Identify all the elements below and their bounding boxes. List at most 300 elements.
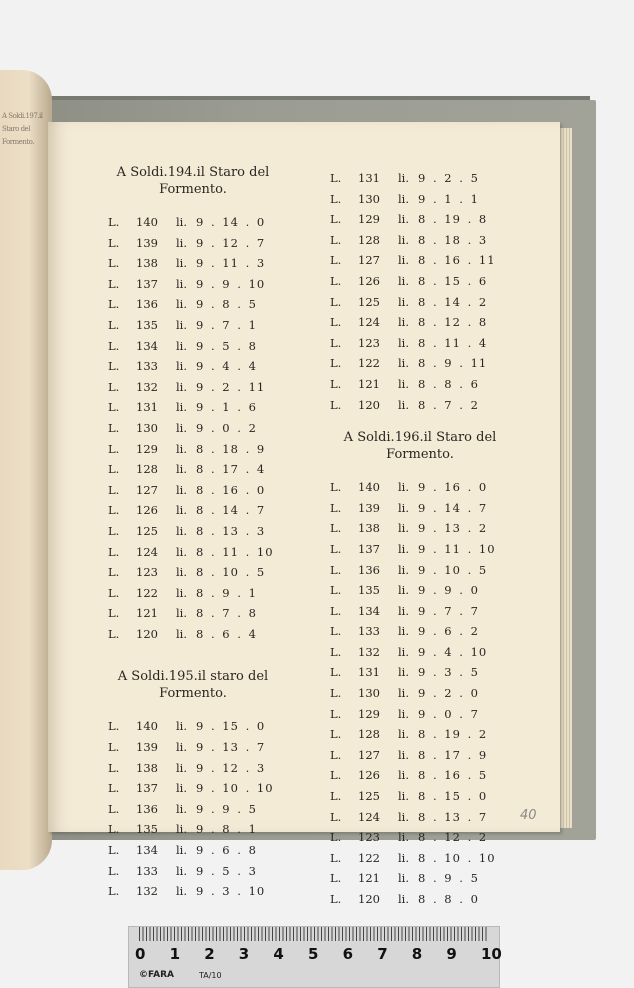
left-page-curl	[0, 70, 52, 870]
price-value: 9 . 6 . 2	[418, 624, 479, 639]
weight-number: 125	[136, 523, 158, 538]
weight-number: 126	[358, 768, 380, 783]
weight-number: 129	[136, 441, 158, 456]
price-value: 8 . 17 . 4	[196, 462, 266, 477]
price-value: 9 . 14 . 0	[196, 215, 266, 229]
libra-mark: L.	[108, 462, 120, 477]
lire-mark: li.	[398, 273, 410, 288]
libra-mark: L.	[330, 830, 342, 845]
lire-mark: li.	[176, 482, 188, 497]
table-row	[330, 889, 510, 910]
libra-mark: L.	[330, 747, 342, 762]
price-value: 9 . 15 . 0	[196, 719, 266, 734]
price-value: 9 . 1 . 6	[196, 400, 257, 415]
left-page-heading: A Soldi.197.il Staro del Formento.	[2, 112, 43, 146]
weight-number: 137	[136, 781, 158, 796]
price-value: 9 . 9 . 0	[418, 583, 479, 598]
weight-number: 139	[358, 500, 380, 515]
table-row	[330, 704, 510, 725]
table-row	[108, 881, 278, 902]
right-column	[330, 168, 510, 910]
lire-mark: li.	[176, 317, 188, 332]
lire-mark: li.	[176, 297, 188, 312]
ruler-brand: ©FARA	[139, 970, 174, 980]
table-row	[330, 745, 510, 766]
table-row	[108, 840, 278, 861]
libra-mark: L.	[330, 768, 342, 783]
price-value: 9 . 16 . 0	[418, 480, 488, 495]
table-row	[330, 724, 510, 745]
price-value: 9 . 9 . 10	[196, 276, 266, 291]
lire-mark: li.	[176, 523, 188, 538]
table-row	[108, 542, 278, 563]
price-value: 8 . 13 . 7	[418, 809, 488, 824]
ruler-number: 2	[204, 945, 215, 963]
lire-mark: li.	[398, 335, 410, 350]
ruler-number: 9	[446, 945, 457, 963]
lire-mark: li.	[176, 503, 188, 518]
lire-mark: li.	[176, 379, 188, 394]
table-row	[330, 518, 510, 539]
table-row	[330, 168, 510, 189]
lire-mark: li.	[398, 850, 410, 865]
lire-mark: li.	[176, 884, 188, 899]
libra-mark: L.	[330, 583, 342, 598]
lire-mark: li.	[176, 544, 188, 559]
price-value: 8 . 13 . 3	[196, 523, 266, 538]
weight-number: 128	[136, 462, 158, 477]
lire-mark: li.	[176, 420, 188, 435]
libra-mark: L.	[108, 420, 120, 435]
heading-line: Formento.	[386, 447, 454, 463]
price-value: 8 . 19 . 8	[418, 212, 488, 227]
libra-mark: L.	[330, 191, 342, 206]
weight-number: 135	[136, 317, 158, 332]
table-row	[330, 395, 510, 416]
lire-mark: li.	[398, 727, 410, 742]
price-value: 9 . 0 . 2	[196, 420, 257, 435]
price-value: 8 . 12 . 2	[418, 830, 488, 845]
lire-mark: li.	[398, 871, 410, 886]
lire-mark: li.	[398, 747, 410, 762]
table-row	[108, 233, 278, 254]
libra-mark: L.	[108, 400, 120, 415]
table-row	[330, 683, 510, 704]
weight-number: 138	[136, 760, 158, 775]
table-row	[330, 621, 510, 642]
lire-mark: li.	[176, 760, 188, 775]
libra-mark: L.	[108, 256, 120, 271]
table-row	[108, 778, 278, 799]
libra-mark: L.	[330, 376, 342, 391]
table-row	[330, 353, 510, 374]
weight-number: 128	[358, 727, 380, 742]
libra-mark: L.	[330, 253, 342, 268]
weight-number: 140	[136, 719, 158, 734]
table-194	[108, 212, 278, 644]
weight-number: 124	[136, 544, 158, 559]
price-value: 8 . 9 . 1	[196, 585, 257, 600]
lire-mark: li.	[176, 338, 188, 353]
weight-number: 137	[136, 276, 158, 291]
ruler-number: 3	[238, 945, 250, 963]
table-row	[330, 312, 510, 333]
lire-mark: li.	[176, 256, 188, 271]
weight-number: 126	[358, 273, 380, 288]
weight-number: 134	[358, 603, 380, 618]
price-value: 9 . 5 . 3	[196, 863, 257, 878]
libra-mark: L.	[108, 359, 120, 374]
lire-mark: li.	[398, 644, 410, 659]
table-row	[330, 827, 510, 848]
weight-number: 131	[358, 665, 380, 680]
price-value: 8 . 11 . 4	[418, 335, 488, 350]
libra-mark: L.	[108, 441, 120, 456]
weight-number: 127	[136, 482, 158, 497]
price-value: 9 . 10 . 5	[418, 562, 488, 577]
weight-number: 122	[358, 356, 380, 371]
libra-mark: L.	[330, 562, 342, 577]
lire-mark: li.	[176, 276, 188, 291]
libra-mark: L.	[330, 706, 342, 721]
libra-mark: L.	[108, 863, 120, 878]
libra-mark: L.	[330, 871, 342, 886]
lire-mark: li.	[176, 719, 188, 734]
price-value: 9 . 3 . 10	[196, 884, 266, 899]
lire-mark: li.	[398, 706, 410, 721]
libra-mark: L.	[330, 644, 342, 659]
heading-line: A Soldi.194.il Staro del	[116, 165, 270, 180]
weight-number: 138	[136, 256, 158, 271]
table-row	[108, 377, 278, 398]
lire-mark: li.	[398, 789, 410, 804]
libra-mark: L.	[330, 480, 342, 495]
table-row	[108, 819, 278, 840]
price-value: 9 . 3 . 5	[418, 665, 479, 680]
price-value: 9 . 4 . 10	[418, 644, 488, 659]
ruler-number: 0	[135, 945, 146, 963]
libra-mark: L.	[108, 606, 120, 621]
weight-number: 123	[358, 830, 380, 845]
lire-mark: li.	[176, 235, 188, 250]
table-row	[108, 356, 278, 377]
table-row	[108, 315, 278, 336]
weight-number: 132	[136, 884, 158, 899]
lire-mark: li.	[398, 521, 410, 536]
weight-number: 136	[136, 297, 158, 312]
table-row	[108, 603, 278, 624]
table-row	[330, 560, 510, 581]
libra-mark: L.	[108, 781, 120, 796]
libra-mark: L.	[330, 212, 342, 227]
libra-mark: L.	[330, 665, 342, 680]
section-heading-194	[108, 164, 278, 198]
table-row	[108, 397, 278, 418]
price-value: 8 . 10 . 10	[418, 850, 496, 865]
lire-mark: li.	[398, 171, 410, 185]
ruler-number: 10	[481, 945, 502, 963]
libra-mark: L.	[108, 297, 120, 312]
weight-number: 134	[136, 843, 158, 858]
table-row	[330, 250, 510, 271]
weight-number: 123	[358, 335, 380, 350]
ruler-number: 7	[377, 945, 388, 963]
ruler-number: 4	[273, 945, 284, 963]
price-value: 8 . 8 . 0	[418, 892, 479, 906]
price-value: 8 . 19 . 2	[418, 727, 488, 742]
lire-mark: li.	[398, 830, 410, 845]
foliation-number: 40	[520, 808, 537, 823]
weight-number: 124	[358, 315, 380, 330]
lire-mark: li.	[176, 801, 188, 816]
price-value: 8 . 14 . 2	[418, 294, 488, 309]
left-column	[108, 164, 278, 902]
table-row	[330, 786, 510, 807]
libra-mark: L.	[330, 789, 342, 804]
lire-mark: li.	[398, 480, 410, 495]
heading-line: Formento.	[159, 182, 227, 197]
weight-number: 140	[358, 480, 380, 495]
weight-number: 131	[136, 400, 158, 415]
libra-mark: L.	[330, 521, 342, 536]
libra-mark: L.	[330, 315, 342, 330]
libra-mark: L.	[330, 727, 342, 742]
libra-mark: L.	[330, 171, 342, 185]
table-row	[108, 583, 278, 604]
libra-mark: L.	[108, 235, 120, 250]
libra-mark: L.	[330, 397, 342, 412]
price-value: 9 . 13 . 7	[196, 740, 266, 755]
lire-mark: li.	[398, 500, 410, 515]
price-value: 9 . 8 . 5	[196, 297, 257, 312]
table-row	[108, 737, 278, 758]
table-row	[330, 601, 510, 622]
lire-mark: li.	[176, 843, 188, 858]
libra-mark: L.	[108, 276, 120, 291]
price-value: 9 . 2 . 0	[418, 686, 479, 701]
table-row	[108, 459, 278, 480]
table-row	[108, 624, 278, 645]
weight-number: 135	[136, 822, 158, 837]
price-value: 9 . 8 . 1	[196, 822, 257, 837]
price-value: 8 . 16 . 11	[418, 253, 496, 268]
price-value: 8 . 15 . 0	[418, 789, 488, 804]
lire-mark: li.	[398, 665, 410, 680]
lire-mark: li.	[176, 441, 188, 456]
weight-number: 121	[136, 606, 158, 621]
table-195	[108, 716, 278, 901]
lire-mark: li.	[176, 359, 188, 374]
weight-number: 127	[358, 747, 380, 762]
libra-mark: L.	[330, 892, 342, 906]
table-row	[108, 336, 278, 357]
lire-mark: li.	[176, 781, 188, 796]
table-row	[330, 230, 510, 251]
lire-mark: li.	[398, 253, 410, 268]
weight-number: 122	[358, 850, 380, 865]
price-value: 9 . 2 . 11	[196, 379, 266, 394]
price-value: 9 . 0 . 7	[418, 706, 479, 721]
price-value: 8 . 7 . 8	[196, 606, 257, 621]
lire-mark: li.	[176, 822, 188, 837]
libra-mark: L.	[330, 294, 342, 309]
libra-mark: L.	[330, 232, 342, 247]
libra-mark: L.	[108, 719, 120, 734]
lire-mark: li.	[398, 624, 410, 639]
libra-mark: L.	[108, 523, 120, 538]
libra-mark: L.	[108, 503, 120, 518]
libra-mark: L.	[330, 850, 342, 865]
libra-mark: L.	[108, 822, 120, 837]
price-value: 8 . 11 . 10	[196, 544, 274, 559]
libra-mark: L.	[330, 809, 342, 824]
price-value: 9 . 2 . 5	[418, 171, 479, 185]
table-row	[108, 418, 278, 439]
weight-number: 133	[358, 624, 380, 639]
table-row	[330, 189, 510, 210]
weight-number: 133	[136, 359, 158, 374]
libra-mark: L.	[108, 482, 120, 497]
table-row	[330, 209, 510, 230]
table-195-continued	[330, 168, 510, 415]
price-value: 8 . 8 . 6	[418, 376, 479, 391]
weight-number: 127	[358, 253, 380, 268]
ruler-code: TA/10	[199, 971, 222, 980]
lire-mark: li.	[176, 565, 188, 580]
libra-mark: L.	[330, 603, 342, 618]
section-heading-196	[330, 429, 510, 463]
price-value: 9 . 4 . 4	[196, 359, 257, 374]
weight-number: 132	[136, 379, 158, 394]
table-row	[108, 758, 278, 779]
libra-mark: L.	[108, 843, 120, 858]
lire-mark: li.	[176, 585, 188, 600]
price-value: 8 . 17 . 9	[418, 747, 488, 762]
price-value: 9 . 12 . 7	[196, 235, 266, 250]
weight-number: 120	[358, 892, 380, 906]
table-row	[330, 477, 510, 498]
libra-mark: L.	[330, 273, 342, 288]
price-value: 9 . 7 . 1	[196, 317, 257, 332]
table-row	[108, 274, 278, 295]
page-edges	[558, 128, 572, 828]
table-row	[330, 848, 510, 869]
libra-mark: L.	[108, 215, 120, 229]
lire-mark: li.	[176, 462, 188, 477]
table-row	[108, 500, 278, 521]
weight-number: 130	[358, 191, 380, 206]
lire-mark: li.	[398, 232, 410, 247]
section-heading-195	[108, 668, 278, 702]
libra-mark: L.	[108, 317, 120, 332]
lire-mark: li.	[176, 626, 188, 641]
lire-mark: li.	[398, 397, 410, 412]
weight-number: 134	[136, 338, 158, 353]
libra-mark: L.	[108, 338, 120, 353]
libra-mark: L.	[108, 585, 120, 600]
lire-mark: li.	[176, 606, 188, 621]
price-value: 8 . 15 . 6	[418, 273, 488, 288]
lire-mark: li.	[398, 212, 410, 227]
lire-mark: li.	[398, 892, 410, 906]
ruler-number: 8	[411, 945, 423, 963]
price-value: 9 . 10 . 10	[196, 781, 274, 796]
weight-number: 139	[136, 740, 158, 755]
lire-mark: li.	[398, 809, 410, 824]
price-value: 8 . 18 . 9	[196, 441, 266, 456]
weight-number: 123	[136, 565, 158, 580]
table-row	[330, 642, 510, 663]
table-196	[330, 477, 510, 909]
price-value: 9 . 5 . 8	[196, 338, 257, 353]
libra-mark: L.	[330, 624, 342, 639]
lire-mark: li.	[398, 768, 410, 783]
price-value: 8 . 7 . 2	[418, 397, 479, 412]
table-row	[108, 212, 278, 233]
table-row	[108, 480, 278, 501]
table-row	[108, 294, 278, 315]
table-row	[330, 498, 510, 519]
price-value: 9 . 9 . 5	[196, 801, 257, 816]
table-row	[108, 521, 278, 542]
weight-number: 120	[358, 397, 380, 412]
libra-mark: L.	[108, 801, 120, 816]
price-value: 9 . 1 . 1	[418, 191, 479, 206]
lire-mark: li.	[398, 376, 410, 391]
weight-number: 136	[136, 801, 158, 816]
libra-mark: L.	[108, 544, 120, 559]
table-row	[108, 716, 278, 737]
weight-number: 129	[358, 706, 380, 721]
lire-mark: li.	[176, 400, 188, 415]
table-row	[330, 539, 510, 560]
table-row	[108, 253, 278, 274]
table-row	[330, 580, 510, 601]
lire-mark: li.	[176, 215, 188, 229]
price-value: 8 . 18 . 3	[418, 232, 488, 247]
table-row	[330, 765, 510, 786]
ruler-number: 1	[169, 945, 181, 963]
libra-mark: L.	[108, 884, 120, 899]
weight-number: 125	[358, 789, 380, 804]
ruler-number: 6	[342, 945, 354, 963]
lire-mark: li.	[176, 740, 188, 755]
price-value: 8 . 12 . 8	[418, 315, 488, 330]
price-value: 8 . 10 . 5	[196, 565, 266, 580]
table-row	[330, 662, 510, 683]
libra-mark: L.	[330, 335, 342, 350]
weight-number: 126	[136, 503, 158, 518]
price-value: 9 . 14 . 7	[418, 500, 488, 515]
price-value: 9 . 11 . 3	[196, 256, 266, 271]
lire-mark: li.	[176, 863, 188, 878]
price-value: 9 . 13 . 2	[418, 521, 488, 536]
lire-mark: li.	[398, 541, 410, 556]
libra-mark: L.	[108, 565, 120, 580]
weight-number: 122	[136, 585, 158, 600]
weight-number: 137	[358, 541, 380, 556]
table-row	[330, 807, 510, 828]
lire-mark: li.	[398, 583, 410, 598]
ruler-number: 5	[308, 945, 319, 963]
scale-ruler	[128, 926, 500, 988]
libra-mark: L.	[330, 500, 342, 515]
lire-mark: li.	[398, 603, 410, 618]
weight-number: 125	[358, 294, 380, 309]
weight-number: 133	[136, 863, 158, 878]
price-value: 9 . 7 . 7	[418, 603, 479, 618]
weight-number: 132	[358, 644, 380, 659]
